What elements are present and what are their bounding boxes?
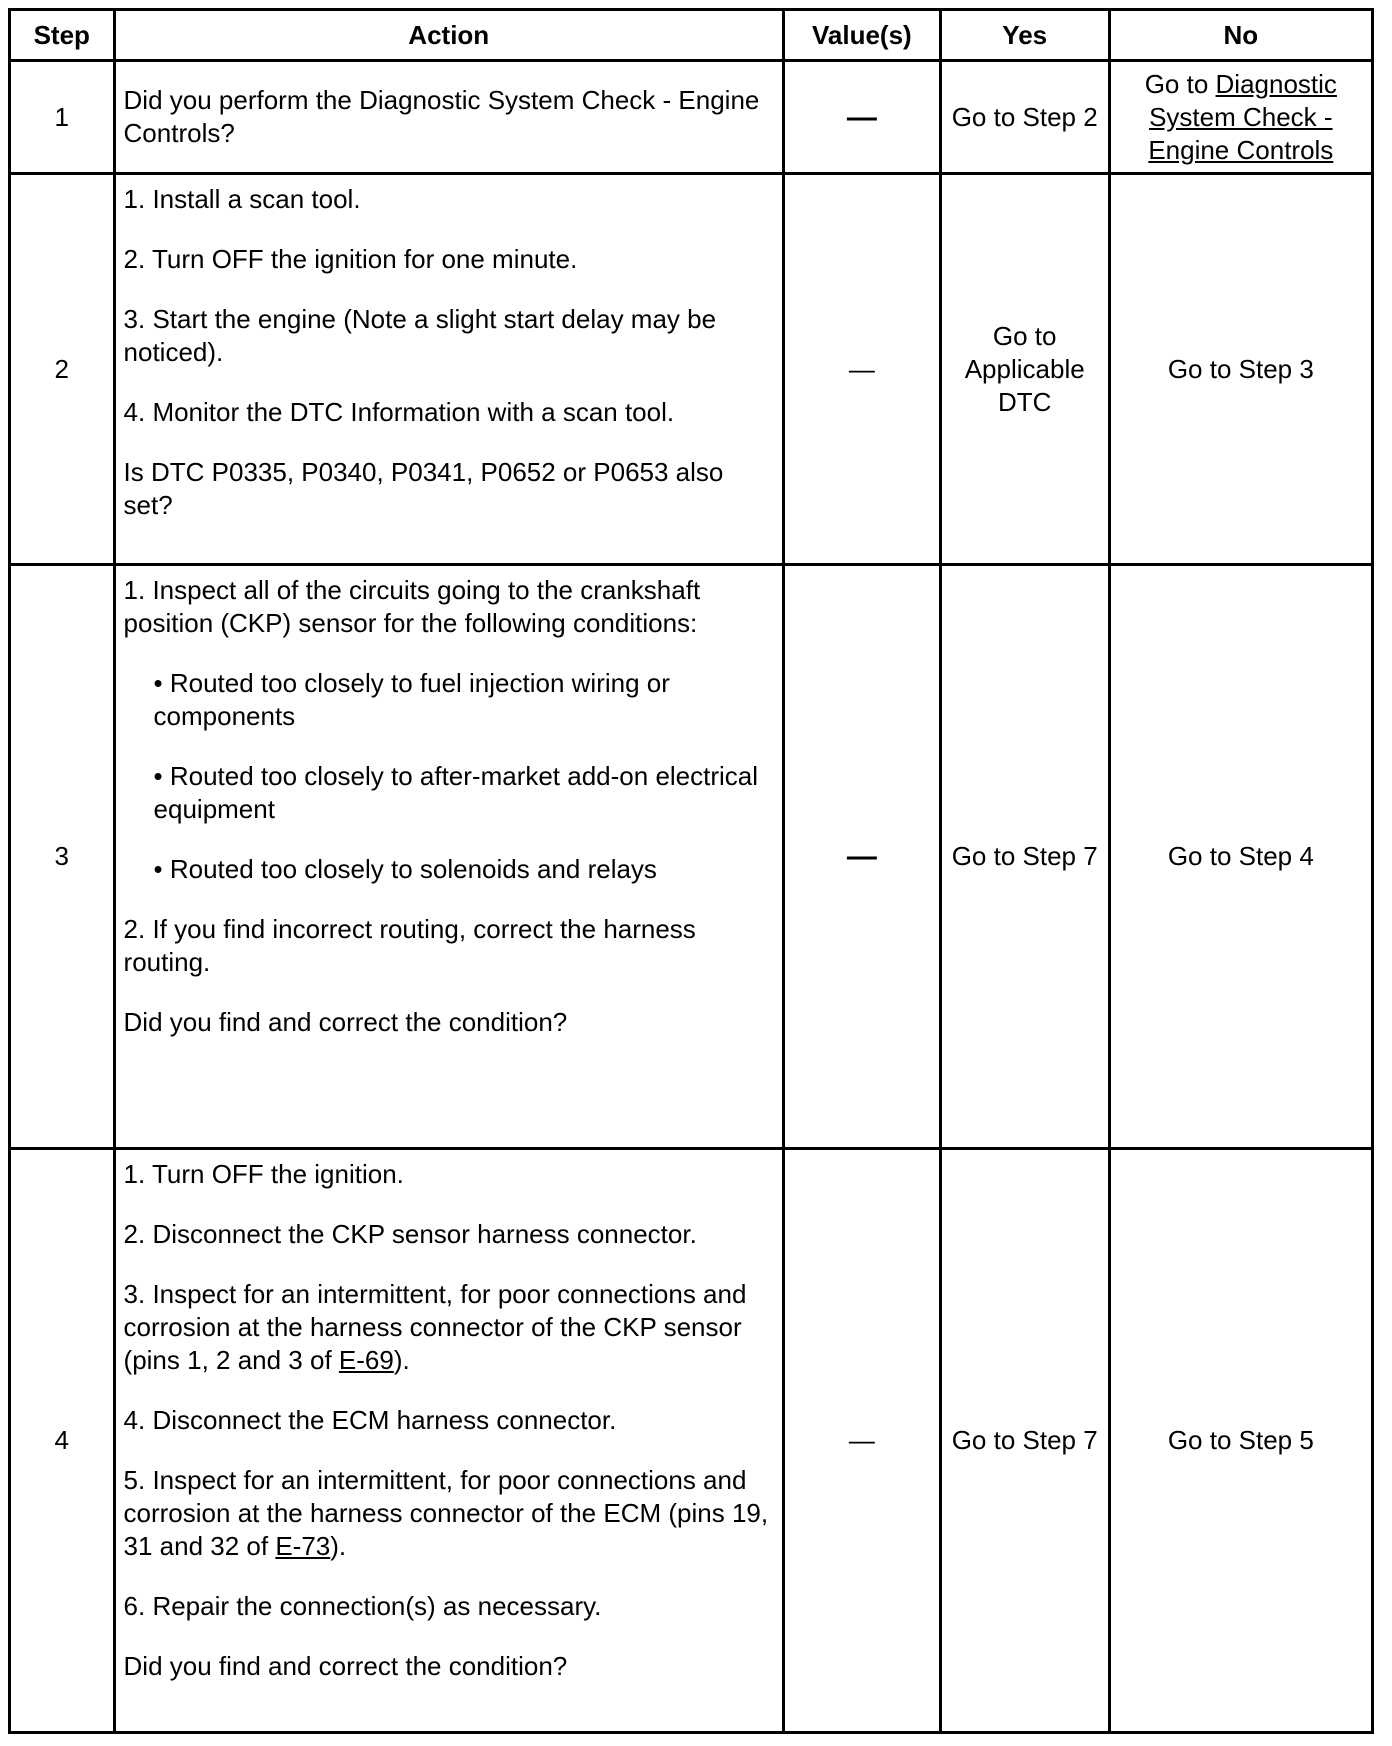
action-text: 1. Inspect all of the circuits going to the crankshaft position (CKP) sensor for the following conditions:	[123, 575, 701, 638]
action-text: 5. Inspect for an intermittent, for poor connections and corrosion at the harness connector of the ECM (pins 19, 31 and 32 of E-73).	[123, 1465, 769, 1561]
no-cell	[1109, 61, 1372, 174]
step-number: 4	[10, 1149, 115, 1733]
table-row	[10, 61, 1373, 174]
action-text: 2. Disconnect the CKP sensor harness connector.	[123, 1219, 697, 1249]
bullet-item: • Routed too closely to fuel injection wiring or components	[153, 668, 670, 731]
header-yes: Yes	[940, 10, 1109, 61]
header-values: Value(s)	[783, 10, 940, 61]
action-text: 4. Monitor the DTC Information with a scan tool.	[123, 397, 675, 427]
bullet-item: • Routed too closely to after-market add-on electrical equipment	[153, 761, 759, 824]
header-action: Action	[114, 10, 783, 61]
header-row	[10, 10, 1373, 61]
no-cell: Go to Step 4	[1109, 565, 1372, 1149]
action-text: Did you perform the Diagnostic System Check - Engine Controls?	[123, 85, 760, 148]
no-cell: Go to Step 5	[1109, 1149, 1372, 1733]
table-row	[10, 174, 1373, 565]
value-cell: —	[783, 174, 940, 565]
value-cell: —	[783, 1149, 940, 1733]
action-text: Is DTC P0335, P0340, P0341, P0652 or P0653 also set?	[123, 457, 724, 520]
no-prefix: Go to	[1144, 68, 1216, 99]
no-cell: Go to Step 3	[1109, 174, 1372, 565]
table-row	[10, 1149, 1373, 1733]
yes-cell: Go to Applicable DTC	[940, 174, 1109, 565]
action-text: 1. Turn OFF the ignition.	[123, 1159, 404, 1189]
action-text: 6. Repair the connection(s) as necessary.	[123, 1591, 602, 1621]
header-no: No	[1109, 10, 1372, 61]
action-text: 3. Inspect for an intermittent, for poor connections and corrosion at the harness connector of the CKP sensor (pins 1, 2 and 3 of E-69).	[123, 1279, 747, 1375]
header-step: Step	[10, 10, 115, 61]
e-73-link[interactable]: E-73	[275, 1531, 331, 1561]
action-text: 2. Turn OFF the ignition for one minute.	[123, 244, 578, 274]
value-cell: —	[783, 565, 940, 1149]
table-row	[10, 565, 1373, 1149]
yes-cell: Go to Step 2	[940, 61, 1109, 174]
action-cell	[114, 174, 783, 565]
diagnostic-system-check-link[interactable]: Diagnostic System Check - Engine Controls	[1148, 68, 1337, 165]
diagnostic-table	[8, 8, 1374, 1734]
action-text: 1. Install a scan tool.	[123, 184, 361, 214]
yes-cell: Go to Step 7	[940, 1149, 1109, 1733]
step-number: 2	[10, 174, 115, 565]
action-cell	[114, 61, 783, 174]
step-number: 1	[10, 61, 115, 174]
step-number: 3	[10, 565, 115, 1149]
yes-cell: Go to Step 7	[940, 565, 1109, 1149]
bullet-item: • Routed too closely to solenoids and relays	[153, 854, 657, 884]
e-69-link[interactable]: E-69	[338, 1345, 394, 1375]
action-text: Did you find and correct the condition?	[123, 1651, 568, 1681]
action-text: 2. If you find incorrect routing, correct the harness routing.	[123, 914, 696, 977]
action-cell	[114, 565, 783, 1149]
action-text: 4. Disconnect the ECM harness connector.	[123, 1405, 617, 1435]
action-text: 3. Start the engine (Note a slight start delay may be noticed).	[123, 304, 717, 367]
value-cell: —	[783, 61, 940, 174]
action-cell	[114, 1149, 783, 1733]
action-text: Did you find and correct the condition?	[123, 1007, 568, 1037]
